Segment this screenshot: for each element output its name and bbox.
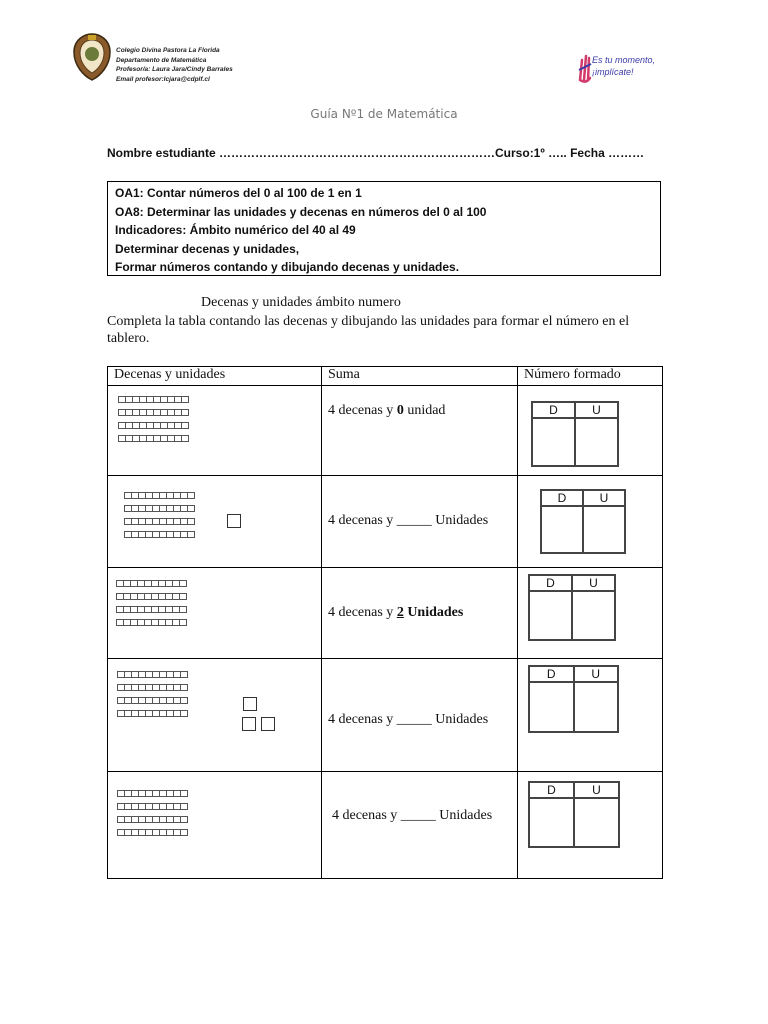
ten-bar: [116, 606, 186, 613]
tens-header: D: [541, 490, 583, 506]
ten-bar: [118, 409, 188, 416]
place-value-board[interactable]: [540, 489, 626, 554]
ten-bar: [124, 531, 194, 538]
ten-bar: [117, 671, 187, 678]
tens-answer-cell[interactable]: [529, 591, 572, 640]
unit-cell: [181, 422, 189, 429]
sum-text: 4 decenas y _____ Unidades: [328, 513, 489, 528]
ten-bar: [116, 593, 186, 600]
tens-header: D: [529, 666, 574, 682]
ten-bars: [118, 396, 188, 448]
instructions: Completa la tabla contando las decenas y dibujando las unidades para formar el número en el tablero.: [107, 314, 630, 346]
ten-bar: [118, 396, 188, 403]
guide-title: Guía Nº1 de Matemática: [310, 107, 458, 121]
ten-bar: [117, 710, 187, 717]
school-name: Colegio Divina Pastora La Florida: [116, 47, 220, 54]
school-info: [116, 46, 233, 84]
ten-bar: [117, 803, 187, 810]
teachers: Profesor/a: Laura Jara/Cindy Barrales: [116, 66, 233, 73]
units-answer-cell[interactable]: [574, 682, 619, 732]
tens-answer-cell[interactable]: [532, 418, 575, 466]
ten-bar: [118, 422, 188, 429]
unit-square: [261, 717, 275, 731]
ten-bar: [117, 816, 187, 823]
objective-line: OA1: Contar números del 0 al 100 de 1 en 1: [115, 186, 362, 200]
ten-bar: [117, 790, 187, 797]
ten-bar: [116, 619, 186, 626]
ten-bar: [116, 580, 186, 587]
ten-bar: [124, 505, 194, 512]
unit-cell: [179, 580, 187, 587]
table-row: [108, 476, 663, 568]
sum-text: 4 decenas y _____ Unidades: [328, 712, 489, 727]
tens-answer-cell[interactable]: [529, 682, 574, 732]
units-header: U: [572, 575, 615, 591]
unit-cell: [180, 710, 188, 717]
col-header-number: Número formado: [518, 367, 663, 386]
ten-bar: [124, 492, 194, 499]
units-answer-cell[interactable]: [574, 798, 619, 847]
sum-text: 4 decenas y 2 Unidades: [328, 605, 464, 620]
units-header: U: [574, 782, 619, 798]
units-answer-cell[interactable]: [572, 591, 615, 640]
tens-header: D: [529, 575, 572, 591]
brand-line-2: ¡implícate!: [592, 67, 634, 77]
place-value-board[interactable]: [528, 781, 620, 848]
objective-line: OA8: Determinar las unidades y decenas en números del 0 al 100: [115, 204, 487, 219]
unit-cell: [181, 435, 189, 442]
table-row: [108, 568, 663, 659]
department-name: Departamento de Matemática: [116, 56, 207, 64]
brand-slogan: [592, 54, 655, 78]
ten-bar: [118, 435, 188, 442]
units-answer-cell[interactable]: [583, 506, 625, 553]
unit-cell: [179, 606, 187, 613]
unit-cell: [179, 593, 187, 600]
student-info-line: Nombre estudiante ……………………………………………………………Curso:1º ….. Fecha ………: [107, 146, 645, 160]
place-value-board[interactable]: [528, 574, 616, 641]
unit-cell: [179, 619, 187, 626]
ten-bars: [124, 492, 194, 544]
tens-header: D: [532, 402, 575, 418]
unit-square: [242, 717, 256, 731]
unit-cell: [180, 803, 188, 810]
units-header: U: [575, 402, 618, 418]
school-crest-icon: [70, 32, 114, 82]
units-header: U: [574, 666, 619, 682]
unit-cell: [187, 505, 195, 512]
unit-cell: [181, 409, 189, 416]
unit-square: [227, 514, 241, 528]
place-value-board[interactable]: [528, 665, 619, 733]
table-header-row: [108, 367, 663, 386]
units-answer-cell[interactable]: [575, 418, 618, 466]
table-row: [108, 772, 663, 879]
unit-cell: [180, 816, 188, 823]
unit-square: [243, 697, 257, 711]
table-row: [108, 386, 663, 476]
ten-bar: [117, 829, 187, 836]
units-header: U: [583, 490, 625, 506]
place-value-board[interactable]: [531, 401, 619, 467]
unit-cell: [180, 790, 188, 797]
ten-bar: [117, 697, 187, 704]
unit-cell: [180, 697, 188, 704]
section-title: Decenas y unidades ámbito numero: [201, 295, 401, 310]
teacher-email: Email profesor:lcjara@cdplf.cl: [116, 75, 210, 83]
objective-line: Indicadores: Ámbito numérico del 40 al 49: [115, 223, 356, 237]
objective-line: Formar números contando y dibujando decenas y unidades.: [115, 260, 460, 274]
objective-line: Determinar decenas y unidades,: [115, 241, 300, 256]
exercise-table: [107, 366, 663, 879]
unit-cell: [180, 671, 188, 678]
col-header-sum: Suma: [322, 367, 518, 386]
unit-cell: [180, 684, 188, 691]
ten-bars: [117, 671, 187, 723]
ten-bar: [124, 518, 194, 525]
unit-cell: [187, 531, 195, 538]
ten-bars: [117, 790, 187, 842]
unit-cell: [181, 396, 189, 403]
unit-cell: [187, 518, 195, 525]
tens-answer-cell[interactable]: [541, 506, 583, 553]
table-row: [108, 659, 663, 772]
unit-cell: [187, 492, 195, 499]
tens-header: D: [529, 782, 574, 798]
ten-bars: [116, 580, 186, 632]
sum-text: 4 decenas y 0 unidad: [328, 403, 446, 418]
objectives-box: [107, 181, 661, 276]
tens-answer-cell[interactable]: [529, 798, 574, 847]
ten-bar: [117, 684, 187, 691]
col-header-tens-units: Decenas y unidades: [108, 367, 322, 386]
unit-cell: [180, 829, 188, 836]
sum-text: 4 decenas y _____ Unidades: [332, 808, 493, 823]
brand-line-1: Es tu momento,: [592, 55, 656, 65]
